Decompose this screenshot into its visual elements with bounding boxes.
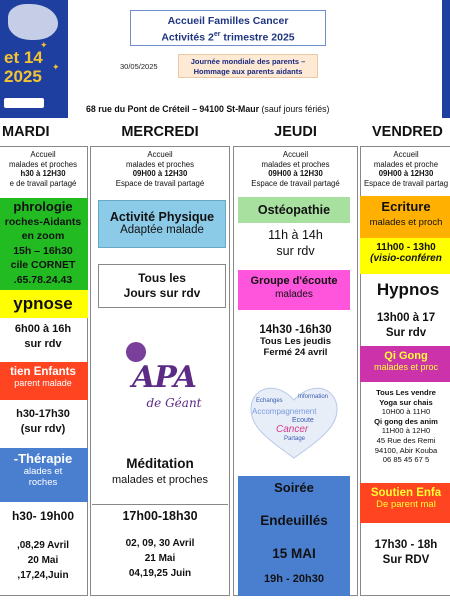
jeudi-osteopathie: Ostéopathie [238,197,350,223]
vendredi-ecriture: Ecriture malades et proch [360,196,450,238]
address: 68 rue du Pont de Créteil – 94100 St-Maur (sauf jours fériés) [86,104,330,114]
jeudi-groupe-time: 14h30 -16h30 Tous Les jeudis Fermé 24 avril [259,324,332,358]
vendredi-yoga-info: Tous Les vendre Yoga sur chais 10H00 à 11H0 Qi gong des anim 11H00 à 12H0 45 Rue des Remi 94100, Abir Kouba 06 85 45 67 5 [374,388,438,465]
vendredi-hypnose-time: 13h00 à 17 Sur rdv [376,312,436,339]
event-banner: Journée mondiale des parents – Hommage aux parents aidants [178,54,318,78]
day-header-mercredi: MERCREDI [121,124,199,140]
mardi-hypnose-time: 6h00 à 16h sur rdv [14,323,72,350]
apa-de-geant-logo: APA de Géant [116,334,212,426]
vendredi-ecriture-time: 11h00 - 13h0 (visio-conféren [360,238,450,274]
vendredi-soutien-time: 17h30 - 18h Sur RDV [374,539,438,566]
mardi-therapie-time: h30- 19h00 [11,509,75,523]
title-line-2: Activités 2er trimestre 2025 [161,31,295,44]
hands-illustration [8,4,58,40]
mardi-sophrologie: phrologie roches-Aidants en zoom 15h – 16h30 cile CORNET .65.78.24.43 [0,198,88,290]
mardi-therapie-dates: ,08,29 Avril 20 Mai ,17,24,Juin [16,540,70,581]
day-header-jeudi: JEUDI [274,124,317,140]
jeudi-accueil: Accueil malades et proches 09H00 à 12H30 Espace de travail partagé [251,150,340,188]
day-header-mardi: MARDI [2,124,50,140]
mercredi-meditation-time: 17h00-18h30 [92,504,228,523]
mercredi-meditation-dates: 02, 09, 30 Avril 21 Mai 04,19,25 Juin [125,538,195,579]
page-title [130,10,326,46]
mardi-art-therapie: -Thérapie alades et roches [0,448,88,502]
vendredi-soutien-enfants: Soutien Enfa De parent mal [360,483,450,523]
title-line-1: Accueil Familles Cancer [167,15,289,27]
star-icon: ✦ [52,62,60,72]
mardi-soutien-enfants: tien Enfants parent malade [0,362,88,400]
mercredi-activite-physique: Activité Physique Adaptée malade [98,200,226,248]
mercredi-meditation: Méditation malades et proches [112,456,208,486]
star-icon: ✦ [40,40,48,50]
right-banner [442,0,450,118]
vendredi-hypnose: Hypnos [376,280,440,299]
vendredi-accueil: Accueil malades et proche 09H00 à 12H30 Espace de travail partag [363,150,449,188]
mardi-soutien-time: h30-17h30 (sur rdv) [16,408,70,435]
day-header-vendredi: VENDRED [372,124,443,140]
event-date: 30/05/2025 [120,62,158,71]
jeudi-soiree-endeuilles: Soirée Endeuillés 15 MAI 19h - 20h30 [238,476,350,596]
mardi-accueil: Accueil malades et proches h30 à 12H30 e de travail partagé [8,150,78,188]
logo-figure-icon [126,342,146,362]
vendredi-qi-gong: Qi Gong malades et proc [360,346,450,382]
banner-logo [4,98,44,108]
mercredi-tous-les-jours: Tous les Jours sur rdv [98,264,226,308]
heart-illustration: Echanges Information Accompagnement Ecoute Cancer Partage [246,380,342,460]
jeudi-groupe-ecoute: Groupe d'écoute malades [238,270,350,310]
jeudi-osteo-time: 11h à 14h sur rdv [268,228,323,258]
campaign-banner [0,0,68,118]
mercredi-accueil: Accueil malades et proches 09H00 à 12H30 Espace de travail partagé [115,150,205,188]
mardi-hypnose: ypnose [0,290,88,318]
banner-date: et 14 2025 [4,48,43,86]
